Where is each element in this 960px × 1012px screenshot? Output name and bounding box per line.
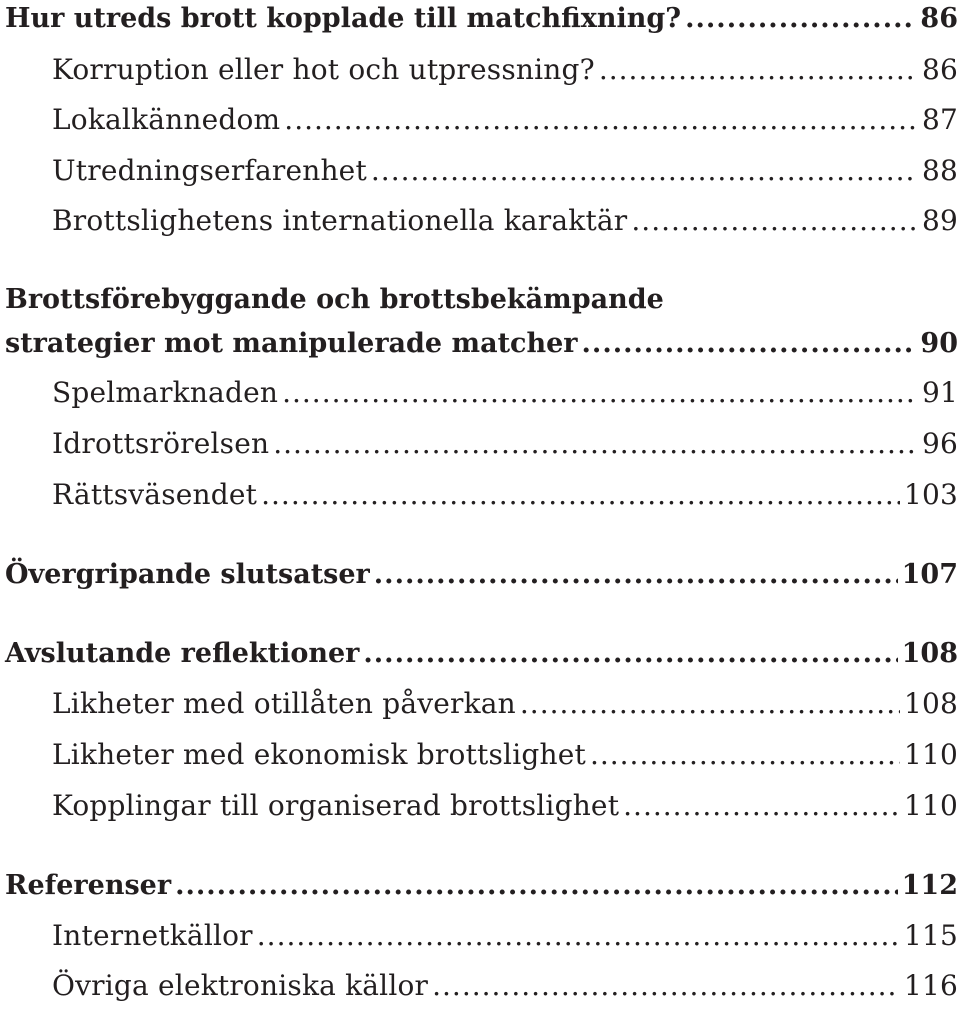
toc-entry-page: 89 — [921, 204, 958, 237]
toc-entry-page: 86 — [921, 53, 958, 86]
toc-entry-title: strategier mot manipulerade matcher — [5, 328, 578, 359]
dot-leader — [282, 379, 918, 407]
dot-leader — [273, 430, 918, 458]
toc-entry[interactable] — [52, 427, 958, 460]
toc-entry-page: 107 — [901, 559, 958, 590]
dot-leader — [623, 792, 900, 820]
dot-leader — [590, 741, 900, 769]
toc-entry-title: Övergripande slutsatser — [5, 559, 370, 590]
toc-entry-page: 116 — [903, 969, 958, 1002]
toc-entry-page: 96 — [921, 427, 958, 460]
toc-entry[interactable] — [52, 687, 958, 720]
dot-leader — [284, 106, 918, 134]
dot-leader — [363, 640, 897, 667]
toc-entry-title: Likheter med ekonomisk brottslighet — [52, 738, 586, 771]
toc-entry-title: Idrottsrörelsen — [52, 427, 270, 460]
toc-entry-page: 108 — [901, 638, 958, 669]
toc-entry-title: Brottslighetens internationella karaktär — [52, 204, 628, 237]
toc-entry-page: 90 — [920, 328, 958, 359]
dot-leader — [631, 207, 918, 235]
toc-entry[interactable] — [5, 640, 958, 667]
toc-entry[interactable] — [52, 154, 958, 187]
dot-leader — [582, 330, 917, 357]
toc-entry[interactable] — [5, 330, 958, 357]
toc-entry-page: 91 — [921, 376, 958, 409]
toc-entry-title: Likheter med otillåten påverkan — [52, 687, 516, 720]
toc-entry-title: Utredningserfarenhet — [52, 154, 367, 187]
toc-entry[interactable] — [5, 5, 958, 32]
toc-entry-title-line1[interactable]: Brottsförebyggande och brottsbekämpande — [5, 284, 664, 315]
toc-entry-title: Internetkällor — [52, 919, 253, 952]
dot-leader — [374, 561, 898, 588]
toc-entry-title: Korruption eller hot och utpressning? — [52, 53, 595, 86]
toc-entry[interactable] — [52, 478, 958, 511]
toc-entry-page: 110 — [903, 789, 958, 822]
toc-entry-title: Avslutande reflektioner — [5, 638, 360, 669]
toc-entry-title: Övriga elektroniska källor — [52, 969, 429, 1002]
toc-entry[interactable] — [52, 376, 958, 409]
dot-leader — [599, 56, 918, 84]
toc-entry-title: Rättsväsendet — [52, 478, 258, 511]
toc-entry[interactable] — [52, 919, 958, 952]
toc-entry-page: 103 — [903, 478, 958, 511]
dot-leader — [371, 157, 918, 185]
dot-leader — [257, 922, 900, 950]
toc-entry[interactable] — [52, 789, 958, 822]
toc-entry-page: 110 — [903, 738, 958, 771]
toc-entry-title: Spelmarknaden — [52, 376, 279, 409]
toc-entry-title: Referenser — [5, 870, 172, 901]
toc-entry-title: Lokalkännedom — [52, 103, 281, 136]
toc-entry-title: Hur utreds brott kopplade till matchfixning? — [5, 3, 682, 34]
toc-entry[interactable] — [5, 872, 958, 899]
dot-leader — [432, 972, 900, 1000]
toc-entry[interactable] — [52, 738, 958, 771]
toc-entry-page: 86 — [920, 3, 958, 34]
dot-leader — [520, 690, 900, 718]
dot-leader — [175, 872, 898, 899]
toc-entry-page: 115 — [903, 919, 958, 952]
toc-entry-page: 108 — [903, 687, 958, 720]
toc-entry[interactable] — [52, 969, 958, 1002]
dot-leader — [261, 481, 900, 509]
toc-entry[interactable] — [5, 561, 958, 588]
toc-entry[interactable] — [52, 103, 958, 136]
toc-entry[interactable] — [52, 53, 958, 86]
toc-entry-page: 112 — [901, 870, 958, 901]
toc-entry[interactable] — [52, 204, 958, 237]
dot-leader — [685, 5, 916, 32]
toc-entry-title: Kopplingar till organiserad brottslighet — [52, 789, 620, 822]
toc-entry-page: 87 — [921, 103, 958, 136]
toc-entry-page: 88 — [921, 154, 958, 187]
